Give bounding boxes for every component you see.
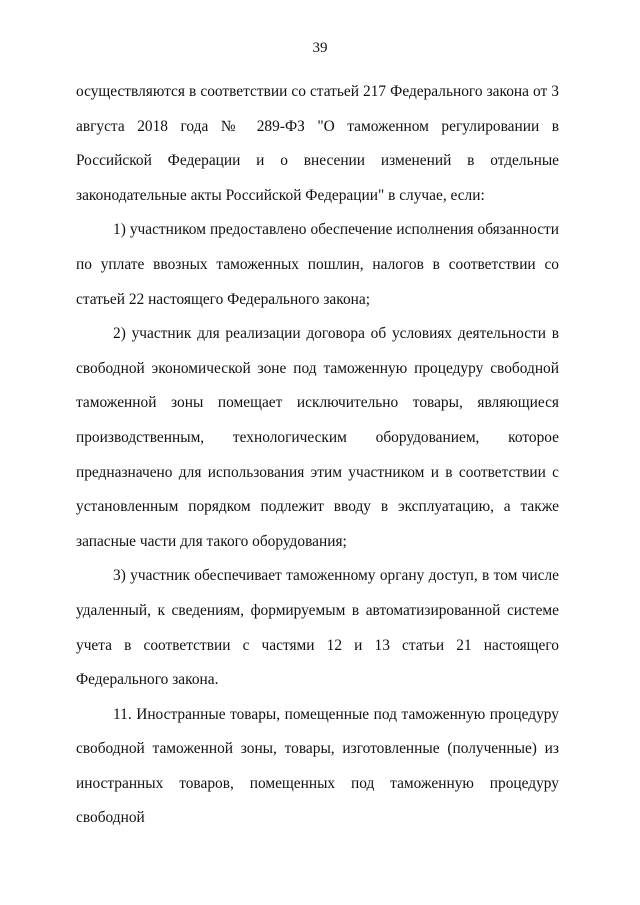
paragraph-section-11: 11. Иностранные товары, помещенные под таможенную процедуру свободной таможенной зоны, товары, изготовленные (полученные) из иностранных товаров, помещенных под таможенную процедуру свободной xyxy=(76,705,559,827)
paragraph-item-1: 1) участником предоставлено обеспечение исполнения обязанности по уплате ввозных таможенных пошлин, налогов в соответствии со статьей 22 настоящего Федерального закона; xyxy=(76,221,559,308)
document-body xyxy=(76,75,559,836)
paragraph-item-3: 3) участник обеспечивает таможенному органу доступ, в том числе удаленный, к сведениям, формируемым в автоматизированной системе учета в соответствии с частями 12 и 13 статьи 21 настоящего Федерального закона. xyxy=(76,567,559,689)
paragraph-continuation: осуществляются в соответствии со статьей 217 Федерального закона от 3 августа 2018 года № 289-ФЗ "О таможенном регулировании в Российской Федерации и о внесении изменений в отдельные законодательные акты Российской Федерации" в случае, если: xyxy=(76,83,559,204)
paragraph-item-2: 2) участник для реализации договора об условиях деятельности в свободной экономической зоне под таможенную процедуру свободной таможенной зоны помещает исключительно товары, являющиеся производственным, технологическим оборудованием, которое предназначено для использования этим участником и в соответствии с установленным порядком подлежит вводу в эксплуатацию, а также запасные части для такого оборудования; xyxy=(76,325,559,550)
page-number: 39 xyxy=(312,40,328,56)
